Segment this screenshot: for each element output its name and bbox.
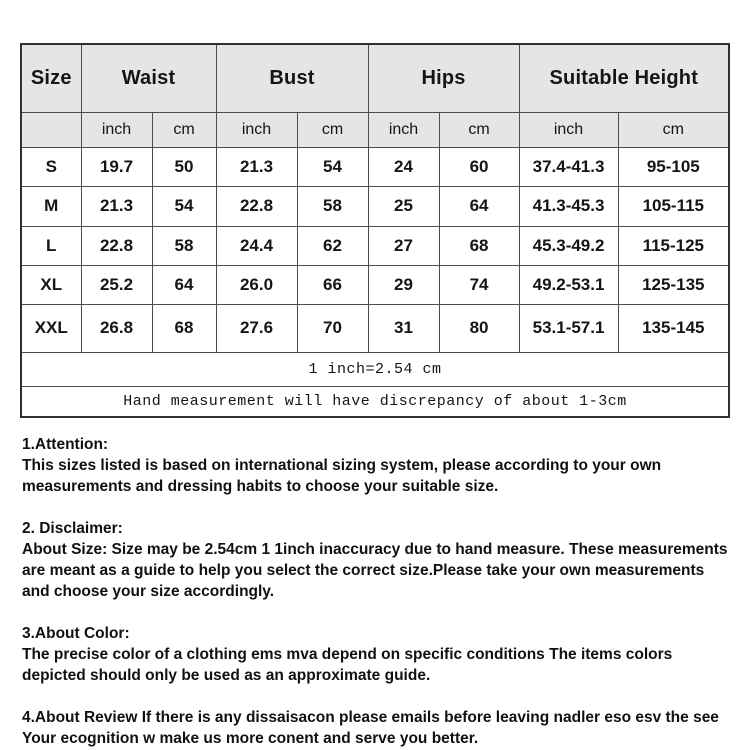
cell-value: 49.2-53.1	[519, 265, 618, 304]
cell-value: 22.8	[81, 226, 152, 265]
note-about-review	[22, 707, 734, 749]
size-label: XXL	[21, 304, 81, 352]
cell-value: 22.8	[216, 186, 297, 226]
size-label: M	[21, 186, 81, 226]
cell-value: 27	[368, 226, 439, 265]
cell-value: 64	[152, 265, 216, 304]
note-disclaimer-title: 2. Disclaimer:	[22, 520, 123, 537]
cell-value: 41.3-45.3	[519, 186, 618, 226]
note-about-color-body: The precise color of a clothing ems mva depend on specific conditions The items colors depicted should only be used as an approximate guide.	[22, 646, 673, 684]
cell-value: 95-105	[618, 147, 729, 186]
cell-value: 64	[439, 186, 519, 226]
unit-waist-cm: cm	[152, 112, 216, 147]
cell-value: 66	[297, 265, 368, 304]
cell-value: 45.3-49.2	[519, 226, 618, 265]
table-header-row	[21, 44, 729, 112]
note-disclaimer-body: About Size: Size may be 2.54cm 1 1inch inaccuracy due to hand measure. These measurements are meant as a guide to help you select the correct size.Please take your own measurements and choose your size accordingly.	[22, 541, 728, 600]
cell-value: 21.3	[81, 186, 152, 226]
unit-waist-inch: inch	[81, 112, 152, 147]
header-size: Size	[21, 44, 81, 112]
table-unit-row	[21, 112, 729, 147]
cell-value: 19.7	[81, 147, 152, 186]
cell-value: 37.4-41.3	[519, 147, 618, 186]
cell-value: 135-145	[618, 304, 729, 352]
cell-value: 26.8	[81, 304, 152, 352]
note-about-color-title: 3.About Color:	[22, 625, 130, 642]
cell-value: 68	[439, 226, 519, 265]
header-waist: Waist	[81, 44, 216, 112]
unit-hips-inch: inch	[368, 112, 439, 147]
cell-value: 80	[439, 304, 519, 352]
note-about-review-body: 4.About Review If there is any dissaisacon please emails before leaving nadler eso esv the see Your ecognition w make us more conent and serve you better.	[22, 709, 719, 747]
cell-value: 27.6	[216, 304, 297, 352]
notes-section	[22, 434, 734, 749]
header-hips: Hips	[368, 44, 519, 112]
cell-value: 25.2	[81, 265, 152, 304]
cell-value: 26.0	[216, 265, 297, 304]
table-row-xl	[21, 265, 729, 304]
cell-value: 50	[152, 147, 216, 186]
header-suitable-height: Suitable Height	[519, 44, 729, 112]
cell-value: 105-115	[618, 186, 729, 226]
cell-value: 60	[439, 147, 519, 186]
cell-value: 24	[368, 147, 439, 186]
cell-value: 24.4	[216, 226, 297, 265]
cell-value: 74	[439, 265, 519, 304]
cell-value: 115-125	[618, 226, 729, 265]
size-label: S	[21, 147, 81, 186]
cell-value: 29	[368, 265, 439, 304]
table-row-m	[21, 186, 729, 226]
cell-value: 54	[152, 186, 216, 226]
unit-height-inch: inch	[519, 112, 618, 147]
table-row-l	[21, 226, 729, 265]
note-about-color	[22, 623, 734, 686]
unit-hips-cm: cm	[439, 112, 519, 147]
table-row-xxl	[21, 304, 729, 352]
note-attention	[22, 434, 734, 497]
cell-value: 31	[368, 304, 439, 352]
cell-value: 125-135	[618, 265, 729, 304]
unit-blank-cell	[21, 112, 81, 147]
note-attention-body: This sizes listed is based on international sizing system, please according to your own measurements and dressing habits to choose your suitable size.	[22, 457, 662, 495]
cell-value: 58	[152, 226, 216, 265]
hand-measure-note: Hand measurement will have discrepancy of about 1-3cm	[21, 386, 729, 417]
note-disclaimer	[22, 518, 734, 602]
header-bust: Bust	[216, 44, 368, 112]
cell-value: 25	[368, 186, 439, 226]
table-note-inch-conversion-row	[21, 352, 729, 386]
note-attention-title: 1.Attention:	[22, 436, 109, 453]
cell-value: 21.3	[216, 147, 297, 186]
cell-value: 58	[297, 186, 368, 226]
unit-bust-cm: cm	[297, 112, 368, 147]
unit-bust-inch: inch	[216, 112, 297, 147]
table-note-hand-measure-row	[21, 386, 729, 417]
cell-value: 70	[297, 304, 368, 352]
size-chart-table	[20, 43, 730, 418]
inch-conversion-note: 1 inch=2.54 cm	[21, 352, 729, 386]
size-label: L	[21, 226, 81, 265]
cell-value: 62	[297, 226, 368, 265]
cell-value: 53.1-57.1	[519, 304, 618, 352]
unit-height-cm: cm	[618, 112, 729, 147]
table-row-s	[21, 147, 729, 186]
cell-value: 54	[297, 147, 368, 186]
size-label: XL	[21, 265, 81, 304]
cell-value: 68	[152, 304, 216, 352]
